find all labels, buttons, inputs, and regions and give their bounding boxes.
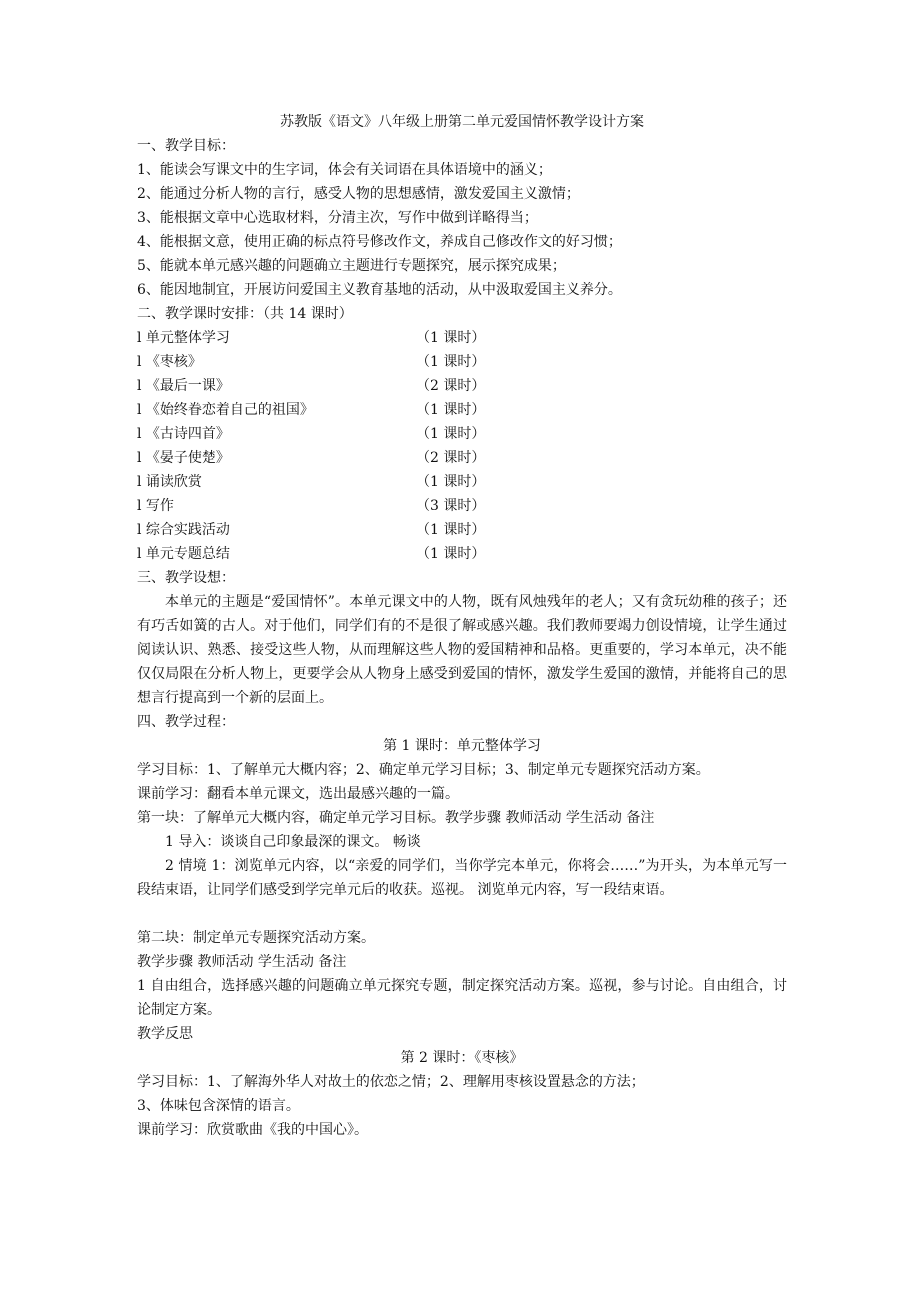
section-heading-process: 四、教学过程： (137, 714, 235, 730)
schedule-label: l 《始终眷恋着自己的祖国》 (137, 402, 314, 418)
lesson1-title: 第 1 课时：单元整体学习 (383, 738, 541, 754)
schedule-label: l 《最后一课》 (137, 378, 230, 394)
concept-paragraph: 本单元的主题是“爱国情怀”。本单元课文中的人物，既有风烛残年的老人；又有贪玩幼稚的孩子；还有巧舌如簧的古人。对于他们，同学们有的不是很了解或感兴趣。我们教师要竭力创设情境，让学生通过阅读认识、熟悉、接受这些人物，从而理解这些人物的爱国精神和品格。更重要的，学习本单元，决不能仅仅局限在分析人物上，更要学会从人物身上感受到爱国的情怀，激发学生爱国的激情，并能将自己的思想言行提高到一个新的层面上。 (137, 594, 787, 706)
schedule-hours: （1 课时） (416, 426, 486, 442)
schedule-label: l 单元专题总结 (137, 546, 230, 562)
schedule-label: l 单元整体学习 (137, 330, 230, 346)
block2-step: 1 自由组合，选择感兴趣的问题确立单元探究专题，制定探究活动方案。巡视，参与讨论。自由组合，讨论制定方案。 (137, 978, 787, 1018)
schedule-row (137, 398, 787, 422)
schedule-row (137, 494, 787, 518)
schedule-hours: （2 课时） (416, 378, 486, 394)
schedule-hours: （3 课时） (416, 498, 486, 514)
section-heading-concept: 三、教学设想： (137, 570, 235, 586)
schedule-row (137, 446, 787, 470)
lesson1-prep: 课前学习：翻看本单元课文，选出最感兴趣的一篇。 (137, 786, 459, 802)
goal-item: 2、能通过分析人物的言行，感受人物的思想感情，激发爱国主义激情； (137, 186, 580, 202)
schedule-row (137, 422, 787, 446)
teaching-reflection: 教学反思 (137, 1026, 193, 1042)
schedule-label: l 综合实践活动 (137, 522, 230, 538)
document-page (137, 110, 787, 1142)
schedule-hours: （1 课时） (416, 402, 486, 418)
schedule-hours: （1 课时） (416, 522, 486, 538)
schedule-row (137, 542, 787, 566)
section-heading-goals: 一、教学目标： (137, 138, 235, 154)
schedule-hours: （2 课时） (416, 450, 486, 466)
schedule-label: l 《晏子使楚》 (137, 450, 230, 466)
document-title: 苏教版《语文》八年级上册第二单元爱国情怀教学设计方案 (280, 114, 644, 130)
blank-line (137, 902, 787, 926)
lesson2-prep: 课前学习：欣赏歌曲《我的中国心》。 (137, 1122, 368, 1138)
schedule-hours: （1 课时） (416, 330, 486, 346)
schedule-label: l 《古诗四首》 (137, 426, 230, 442)
schedule-row (137, 518, 787, 542)
schedule-row (137, 326, 787, 350)
section-heading-schedule: 二、教学课时安排：（共 14 课时） (137, 306, 353, 322)
schedule-row (137, 374, 787, 398)
block1-heading: 第一块：了解单元大概内容，确定单元学习目标。教学步骤 教师活动 学生活动 备注 (137, 810, 655, 826)
lesson2-goals: 3、体味包含深情的语言。 (137, 1098, 300, 1114)
lesson2-goals: 学习目标：1、了解海外华人对故土的依恋之情；2、理解用枣核设置悬念的方法； (137, 1074, 645, 1090)
schedule-hours: （1 课时） (416, 546, 486, 562)
schedule-hours: （1 课时） (416, 474, 486, 490)
block1-step: 2 情境 1：浏览单元内容，以“亲爱的同学们，当你学完本单元，你将会……”为开头，为本单元写一段结束语，让同学们感受到学完单元后的收获。巡视。 浏览单元内容，写一段结束语。 (137, 858, 787, 898)
schedule-row (137, 470, 787, 494)
goal-item: 1、能读会写课文中的生字词，体会有关词语在具体语境中的涵义； (137, 162, 552, 178)
goal-item: 6、能因地制宜，开展访问爱国主义教育基地的活动，从中汲取爱国主义养分。 (137, 282, 622, 298)
block2-heading: 第二块：制定单元专题探究活动方案。 (137, 930, 375, 946)
block2-columns: 教学步骤 教师活动 学生活动 备注 (137, 954, 347, 970)
block1-step: 1 导入：谈谈自己印象最深的课文。 畅谈 (165, 834, 421, 850)
schedule-label: l 诵读欣赏 (137, 474, 202, 490)
schedule-row (137, 350, 787, 374)
lesson2-title: 第 2 课时：《枣核》 (400, 1050, 524, 1066)
schedule-label: l 《枣核》 (137, 354, 202, 370)
schedule-hours: （1 课时） (416, 354, 486, 370)
schedule-label: l 写作 (137, 498, 174, 514)
goal-item: 3、能根据文章中心选取材料，分清主次，写作中做到详略得当； (137, 210, 538, 226)
lesson1-goals: 学习目标：1、了解单元大概内容；2、确定单元学习目标；3、制定单元专题探究活动方案。 (137, 762, 710, 778)
goal-item: 5、能就本单元感兴趣的问题确立主题进行专题探究，展示探究成果； (137, 258, 566, 274)
goal-item: 4、能根据文意，使用正确的标点符号修改作文，养成自己修改作文的好习惯； (137, 234, 622, 250)
